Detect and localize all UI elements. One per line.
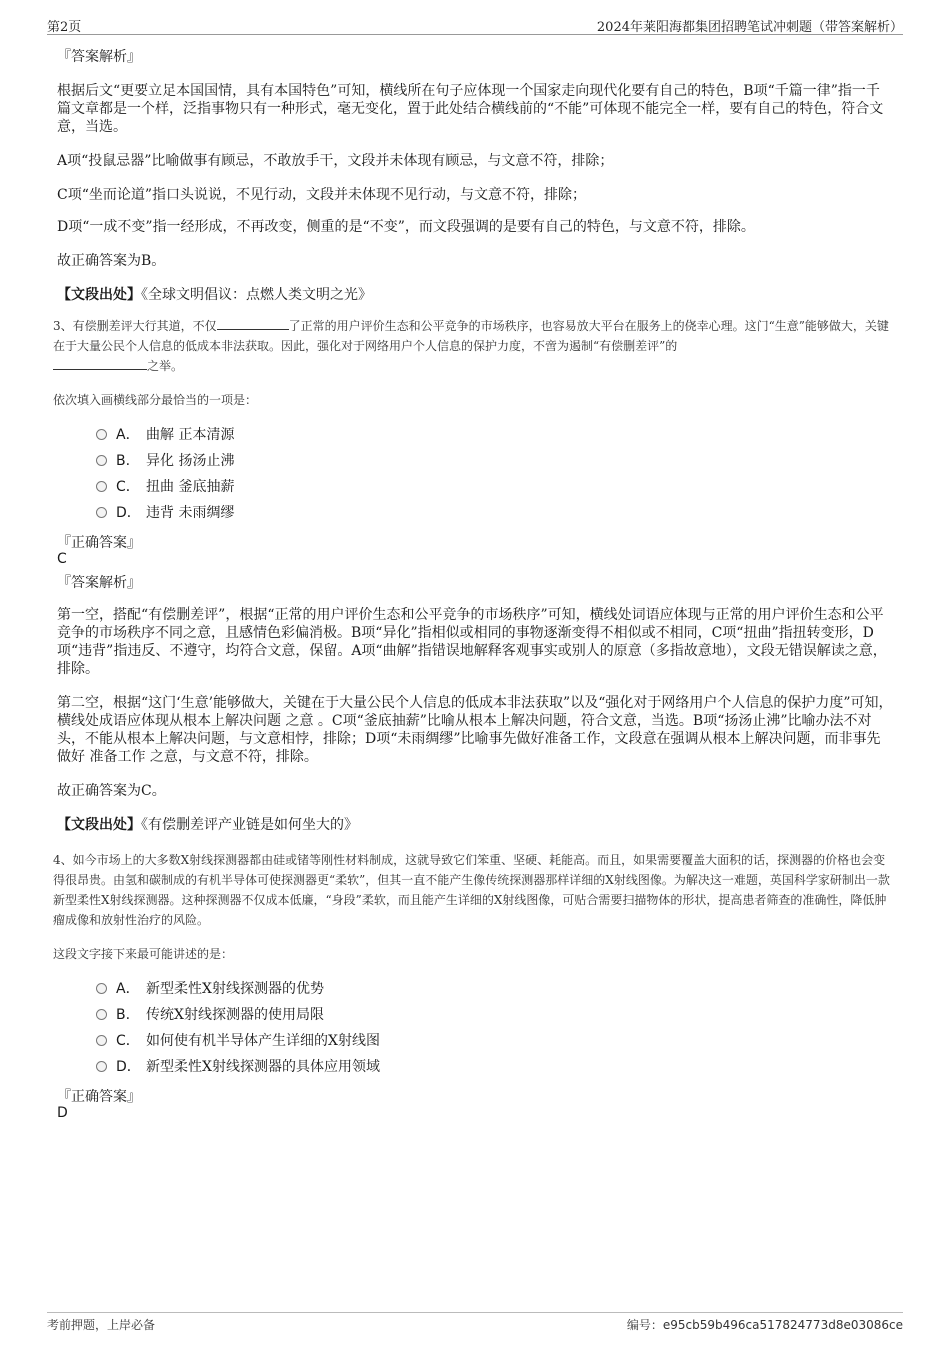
option-b[interactable]: B. 传统X射线探测器的使用局限 — [96, 1005, 324, 1025]
fill-blank — [217, 317, 289, 330]
analysis-paragraph: 第一空，搭配“有偿删差评”，根据“正常的用户评价生态和公平竞争的市场秩序”可知，横线处词语应体现与正常的用户评价生态和公平竞争的市场秩序不同之意，且感情色彩偏消极。B项“异化”指相似或相同的事物逐渐变得不相似或不相同，C项“扭曲”指扭转变形，D项“违背”指违反、不遵守，均符合文意，保留。A项“曲解”指错误地解释客观事实或别人的原意（多指故意地），文段无错误解读之意，排除。 — [57, 607, 887, 677]
correct-answer: C — [57, 551, 67, 567]
source-title: 《有偿删差评产业链是如何坐大的》 — [141, 817, 358, 833]
analysis-paragraph: 第二空，根据“这门‘生意’能够做大，关键在于大量公民个人信息的低成本非法获取”以及“强化对于网络用户个人信息的保护力度”可知，横线处成语应体现从根本上解决问题 之意 。C项“釜底抽薪”比喻从根本上解决问题，符合文意，当选。B项“扬汤止沸”比喻办法不对头，不能从根本上解决问题，与文意相悖，排除；D项“未雨绸缪”比喻事先做好准备工作，文段意在强调从根本上解决问题，而非事先做好 准备工作 之意，与文意不符，排除。 — [57, 695, 893, 765]
radio-icon[interactable] — [96, 1061, 107, 1072]
analysis-paragraph: D项“一成不变”指一经形成，不再改变，侧重的是“不变”，而文段强调的是要有自己的特色，与文意不符，排除。 — [57, 219, 755, 235]
answer-tag: 『正确答案』 — [57, 1089, 141, 1105]
source-tag: 【文段出处】 — [57, 817, 141, 833]
source-tag: 【文段出处】 — [57, 287, 141, 303]
radio-icon[interactable] — [96, 429, 107, 440]
question-prompt: 依次填入画横线部分最恰当的一项是： — [53, 393, 258, 407]
answer-conclusion: 故正确答案为B。 — [57, 253, 166, 269]
option-c[interactable]: C． 如何使有机半导体产生详细的X射线图 — [96, 1031, 380, 1051]
page-header — [47, 14, 903, 35]
question-prompt: 这段文字接下来最可能讲述的是： — [53, 947, 234, 961]
source-title: 《全球文明倡议：点燃人类文明之光》 — [141, 287, 372, 303]
option-a[interactable]: A． 曲解 正本清源 — [96, 425, 234, 445]
radio-icon[interactable] — [96, 1035, 107, 1046]
correct-answer: D — [57, 1105, 68, 1121]
option-c[interactable]: C． 扭曲 釜底抽薪 — [96, 477, 234, 497]
footer-slogan: 考前押题，上岸必备 — [47, 1318, 156, 1332]
option-d[interactable]: D． 违背 未雨绸缪 — [96, 503, 234, 523]
option-b[interactable]: B. 异化 扬汤止沸 — [96, 451, 234, 471]
analysis-tag: 『答案解析』 — [57, 49, 141, 65]
document-id: 编号：e95cb59b496ca517824773d8e03086ce — [626, 1318, 903, 1332]
radio-icon[interactable] — [96, 1009, 107, 1020]
analysis-paragraph: C项“坐而论道”指口头说说，不见行动，文段并未体现不见行动，与文意不符，排除； — [57, 187, 587, 203]
analysis-tag: 『答案解析』 — [57, 575, 141, 591]
source-line — [57, 816, 893, 834]
radio-icon[interactable] — [96, 983, 107, 994]
question-text: 3、有偿删差评大行其道，不仅 了正常的用户评价生态和公平竞争的市场秩序，也容易放大平台在服务上的侥幸心理。这门“生意”能够做大，关键在于大量公民个人信息的低成本非法获取。因此，强化对于网络用户个人信息的保护力度，不啻为遏制“有偿删差评”的 之举。 — [53, 319, 889, 373]
question-text: 4、如今市场上的大多数X射线探测器都由硅或锗等刚性材料制成，这就导致它们笨重、坚硬、耗能高。而且，如果需要覆盖大面积的话，探测器的价格也会变得很昂贵。由氢和碳制成的有机半导体可使探测器更“柔软”，但其一直不能产生像传统探测器那样详细的X射线图像。为解决这一难题，英国科学家研制出一款新型柔性X射线探测器。这种探测器不仅成本低廉，“身段”柔软，而且能产生详细的X射线图像，可贴合需要扫描物体的形状，提高患者筛查的准确性，降低肿瘤成像和放射性治疗的风险。 — [53, 853, 890, 927]
page-footer — [47, 1312, 903, 1335]
source-line — [57, 286, 893, 304]
analysis-paragraph: 根据后文“更要立足本国国情，具有本国特色”可知，横线所在句子应体现一个国家走向现代化要有自己的特色，B项“千篇一律”指一千篇文章都是一个样，泛指事物只有一种形式，毫无变化，置于此处结合横线前的“不能”可体现不能完全一样，要有自己的特色，符合文意，当选。 — [57, 83, 884, 135]
page-number: 第2页 — [47, 20, 82, 35]
fill-blank — [53, 357, 147, 370]
answer-tag: 『正确答案』 — [57, 535, 141, 551]
radio-icon[interactable] — [96, 455, 107, 466]
radio-icon[interactable] — [96, 481, 107, 492]
radio-icon[interactable] — [96, 507, 107, 518]
option-d[interactable]: D． 新型柔性X射线探测器的具体应用领域 — [96, 1057, 380, 1077]
answer-conclusion: 故正确答案为C。 — [57, 783, 166, 799]
option-a[interactable]: A． 新型柔性X射线探测器的优势 — [96, 979, 324, 999]
doc-title: 2024年莱阳海都集团招聘笔试冲刺题（带答案解析） — [596, 20, 903, 35]
analysis-paragraph: A项“投鼠忌器”比喻做事有顾忌，不敢放手干，文段并未体现有顾忌，与文意不符，排除； — [57, 153, 614, 169]
